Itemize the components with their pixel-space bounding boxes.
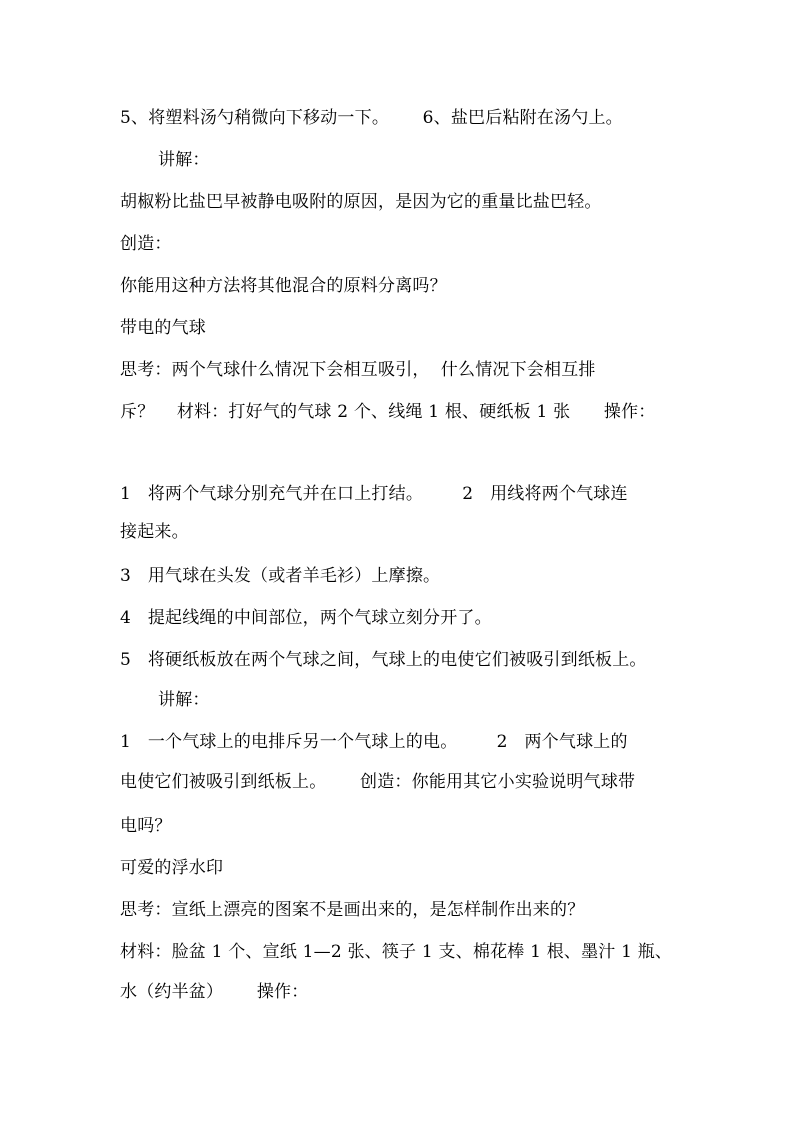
text-line-balloon-explanation-3: 电吗？ — [120, 816, 172, 836]
text-line-balloon-step2-cont: 接起来。 — [120, 522, 189, 542]
text-line-materials-ink-cont: 水（约半盆） 操作： — [120, 982, 309, 1002]
text-line-balloon-step5: 5 将硬纸板放在两个气球之间，气球上的电使它们被吸引到纸板上。 — [120, 650, 647, 670]
text-line-balloon-explanation-1: 1 一个气球上的电排斥另一个气球上的电。 2 两个气球上的 — [120, 732, 628, 752]
text-line-think-ink: 思考：宣纸上漂亮的图案不是画出来的，是怎样制作出来的？ — [120, 900, 585, 920]
text-line-balloon-step1-step2: 1 将两个气球分别充气并在口上打结。 2 用线将两个气球连 — [120, 484, 628, 504]
text-line-balloon-explanation-2: 电使它们被吸引到纸板上。 创造：你能用其它小实验说明气球带 — [120, 772, 636, 792]
text-line-explanation-heading: 讲解： — [158, 150, 210, 170]
text-line-balloon-step3: 3 用气球在头发（或者羊毛衫）上摩擦。 — [120, 566, 441, 586]
text-line-materials-balloon: 斥？ 材料：打好气的气球 2 个、线绳 1 根、硬纸板 1 张 操作： — [120, 402, 656, 422]
text-line-create-heading: 创造： — [120, 234, 172, 254]
text-line-balloon-step4: 4 提起线绳的中间部位，两个气球立刻分开了。 — [120, 608, 492, 628]
section-title-floating-ink: 可爱的浮水印 — [120, 858, 224, 878]
text-line-think-balloon: 思考：两个气球什么情况下会相互吸引， 什么情况下会相互排 — [120, 360, 596, 380]
text-line-step5-step6: 5、将塑料汤勺稍微向下移动一下。 6、盐巴后粘附在汤勺上。 — [120, 108, 623, 128]
text-line-pepper-explanation: 胡椒粉比盐巴早被静电吸附的原因，是因为它的重量比盐巴轻。 — [120, 192, 602, 212]
section-title-charged-balloon: 带电的气球 — [120, 318, 206, 338]
text-line-balloon-explanation-heading: 讲解： — [158, 690, 210, 710]
text-line-materials-ink: 材料：脸盆 1 个、宣纸 1—2 张、筷子 1 支、棉花棒 1 根、墨汁 1 瓶、 — [120, 942, 673, 962]
text-line-create-question: 你能用这种方法将其他混合的原料分离吗？ — [120, 276, 447, 296]
